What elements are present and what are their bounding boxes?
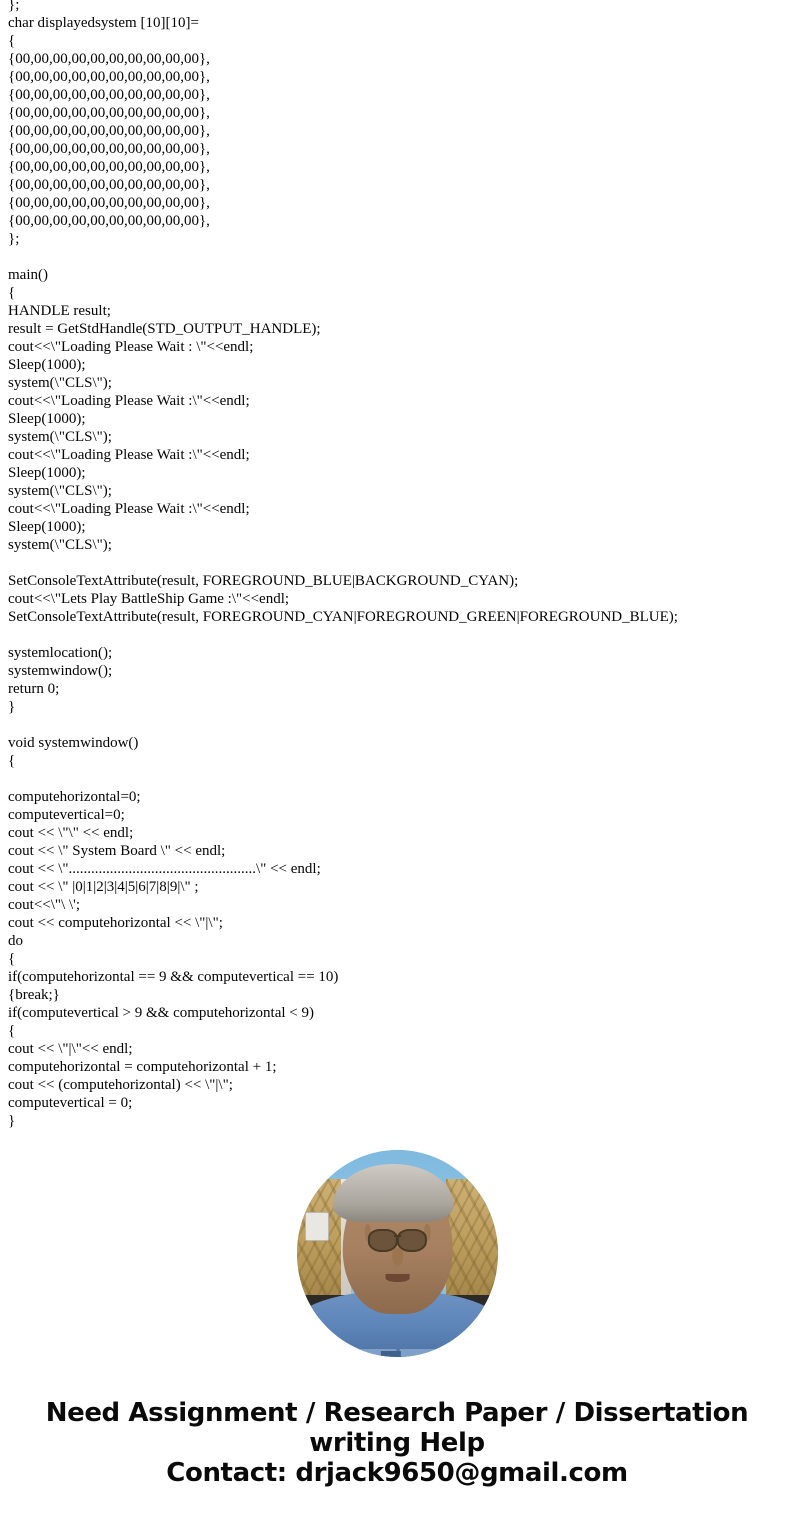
code-line: {00,00,00,00,00,00,00,00,00,00}, (8, 159, 210, 175)
code-line: {00,00,00,00,00,00,00,00,00,00}, (8, 213, 210, 229)
code-line: HANDLE result; (8, 303, 111, 319)
code-line: cout << \"|\"<< endl; (8, 1041, 133, 1057)
code-line: cout << \"..................................................\" << endl; (8, 861, 321, 877)
code-line: {00,00,00,00,00,00,00,00,00,00}, (8, 105, 210, 121)
code-line: computehorizontal = computehorizontal + 1; (8, 1059, 277, 1075)
code-line: main() (8, 267, 48, 283)
avatar-lens-right (397, 1229, 427, 1252)
code-line: }; (8, 0, 20, 13)
avatar-wall-switch (305, 1212, 329, 1241)
code-line: system(\"CLS\"); (8, 537, 112, 553)
code-line: Sleep(1000); (8, 465, 86, 481)
code-line: system(\"CLS\"); (8, 483, 112, 499)
code-line: computevertical=0; (8, 807, 125, 823)
code-line-blank (8, 770, 788, 788)
code-line-blank (8, 248, 788, 266)
code-line: if(computevertical > 9 && computehorizontal < 9) (8, 1005, 314, 1021)
code-line: {00,00,00,00,00,00,00,00,00,00}, (8, 195, 210, 211)
code-line: cout<<\"\ \'; (8, 897, 80, 913)
code-line: } (8, 1113, 16, 1129)
code-line: cout<<\"Loading Please Wait : \"<<endl; (8, 339, 254, 355)
avatar-wall-panel-right (446, 1179, 498, 1303)
avatar-collar-right (395, 1349, 458, 1357)
code-line: { (8, 1023, 16, 1039)
footer-contact-line: Contact: drjack9650@gmail.com (166, 1458, 628, 1488)
code-line: { (8, 753, 16, 769)
footer (0, 1398, 794, 1488)
avatar-tie (381, 1351, 401, 1357)
code-line: Sleep(1000); (8, 357, 86, 373)
code-line: do (8, 933, 23, 949)
code-line: SetConsoleTextAttribute(result, FOREGROUND_CYAN|FOREGROUND_GREEN|FOREGROUND_BLUE); (8, 609, 678, 625)
code-line: {00,00,00,00,00,00,00,00,00,00}, (8, 69, 210, 85)
code-line-blank (8, 716, 788, 734)
footer-headline-line-1: Need Assignment / Research Paper / Dissertation (45, 1398, 749, 1428)
code-line: {00,00,00,00,00,00,00,00,00,00}, (8, 177, 210, 193)
code-line: {00,00,00,00,00,00,00,00,00,00}, (8, 51, 210, 67)
code-line: { (8, 33, 16, 49)
avatar (297, 1150, 498, 1357)
code-line: result = GetStdHandle(STD_OUTPUT_HANDLE); (8, 321, 321, 337)
code-line: systemwindow(); (8, 663, 113, 679)
code-line: cout<<\"Loading Please Wait :\"<<endl; (8, 447, 250, 463)
code-line-blank (8, 554, 788, 572)
code-line: cout << (computehorizontal) << \"|\"; (8, 1077, 233, 1093)
code-line: cout << computehorizontal << \"|\"; (8, 915, 223, 931)
avatar-circle-image (297, 1150, 498, 1357)
code-line: cout<<\"Lets Play BattleShip Game :\"<<endl; (8, 591, 290, 607)
footer-headline-line-2: writing Help (309, 1428, 485, 1458)
code-line: system(\"CLS\"); (8, 375, 112, 391)
code-line: SetConsoleTextAttribute(result, FOREGROUND_BLUE|BACKGROUND_CYAN); (8, 573, 519, 589)
code-line: computehorizontal=0; (8, 789, 141, 805)
code-line-blank (8, 626, 788, 644)
code-line: { (8, 285, 16, 301)
code-line: cout<<\"Loading Please Wait :\"<<endl; (8, 501, 250, 517)
code-line: systemlocation(); (8, 645, 113, 661)
code-line: system(\"CLS\"); (8, 429, 112, 445)
code-line: Sleep(1000); (8, 411, 86, 427)
code-line: char displayedsystem [10][10]= (8, 15, 199, 31)
code-line: {00,00,00,00,00,00,00,00,00,00}, (8, 141, 210, 157)
code-line: cout << \" System Board \" << endl; (8, 843, 226, 859)
code-line: Sleep(1000); (8, 519, 86, 535)
glasses-icon (368, 1229, 428, 1248)
code-line: if(computehorizontal == 9 && computevertical == 10) (8, 969, 339, 985)
code-line: void systemwindow() (8, 735, 139, 751)
avatar-nose (392, 1248, 403, 1265)
code-line: cout<<\"Loading Please Wait :\"<<endl; (8, 393, 250, 409)
code-line: cout << \"\" << endl; (8, 825, 134, 841)
code-line: { (8, 951, 16, 967)
code-line: {break;} (8, 987, 60, 1003)
avatar-mouth (385, 1274, 409, 1281)
code-line: {00,00,00,00,00,00,00,00,00,00}, (8, 123, 210, 139)
code-line: }; (8, 231, 20, 247)
code-line: computevertical = 0; (8, 1095, 133, 1111)
code-line: } (8, 699, 16, 715)
code-line: return 0; (8, 681, 60, 697)
code-listing (8, 0, 788, 1130)
code-line: {00,00,00,00,00,00,00,00,00,00}, (8, 87, 210, 103)
code-line: cout << \" |0|1|2|3|4|5|6|7|8|9|\" ; (8, 879, 199, 895)
